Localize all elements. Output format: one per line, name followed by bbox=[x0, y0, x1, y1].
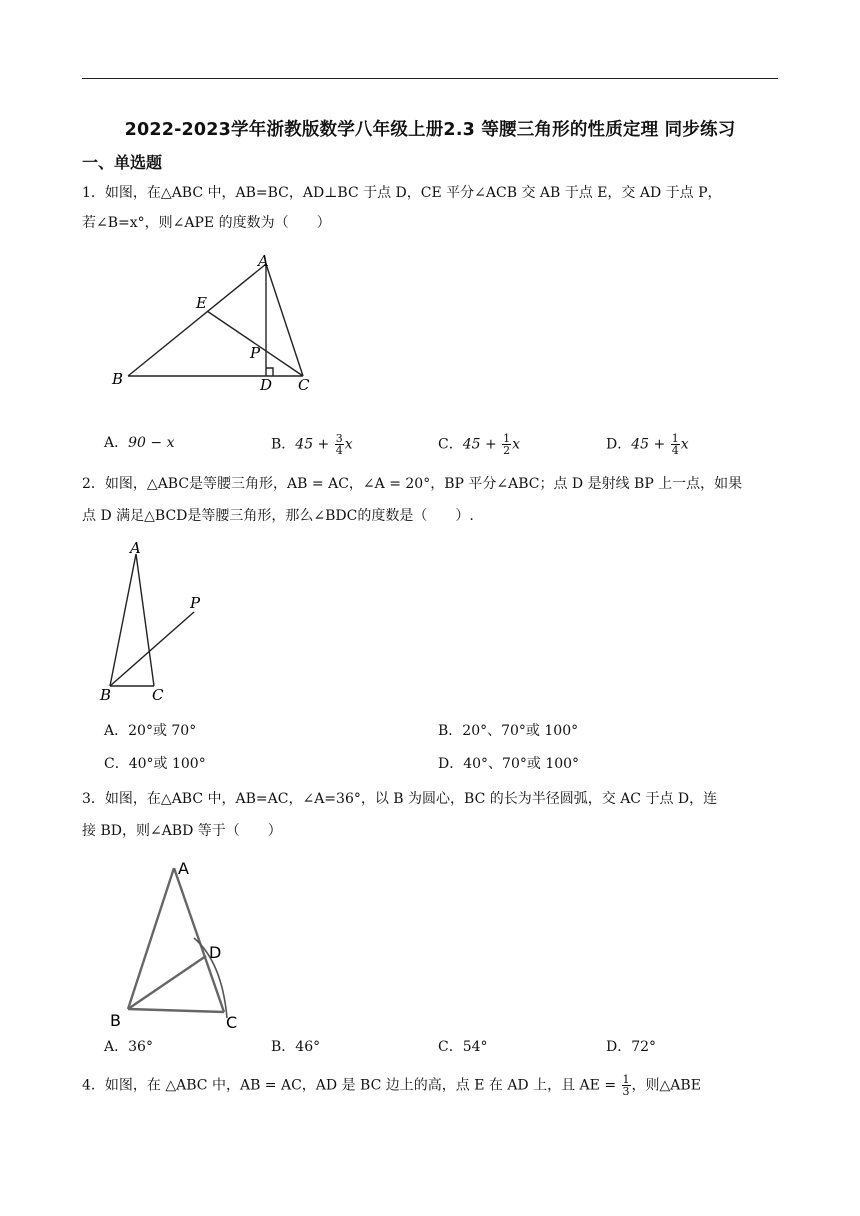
question-2-line-1 bbox=[82, 474, 742, 494]
question-text-tail: ，则△ABE bbox=[631, 1077, 701, 1094]
figure-label-c: C bbox=[152, 686, 164, 704]
question-3-figure bbox=[100, 852, 260, 1032]
fraction: $\frac{1}{3}$ bbox=[622, 1073, 630, 1098]
figure-label-a: A bbox=[258, 252, 269, 270]
figure-label-p: P bbox=[190, 594, 201, 612]
question-3-line-1 bbox=[82, 789, 717, 809]
figure-label-d: D bbox=[209, 943, 222, 962]
option-3a[interactable]: A．36° bbox=[104, 1039, 153, 1055]
question-text: 如图，在△ABC 中，AB=AC，∠A=36°，以 B 为圆心，BC 的长为半径圆弧，交 AC 于点 D，连 bbox=[104, 791, 718, 807]
option-3b[interactable]: B．46° bbox=[271, 1039, 321, 1055]
figure-label-a: A bbox=[178, 859, 189, 878]
option-2c[interactable]: C．40°或 100° bbox=[104, 756, 206, 772]
question-text: 如图，在 △ABC 中，AB = AC，AD 是 BC 边上的高，点 E 在 AD 上，且 AE = bbox=[104, 1077, 621, 1094]
figure-label-c: C bbox=[226, 1013, 238, 1032]
question-2-line-2: 点 D 满足△BCD是等腰三角形，那么∠BDC的度数是（ ）. bbox=[82, 508, 474, 524]
option-1c[interactable]: C．45 + $\frac{1}{2}$ x bbox=[438, 432, 521, 457]
figure-label-d: D bbox=[260, 376, 273, 394]
question-number: 3． bbox=[82, 791, 105, 807]
question-1-line-2: 若∠B=x°，则∠APE 的度数为（ ） bbox=[82, 215, 331, 231]
fraction: $\frac{3}{4}$ bbox=[335, 432, 343, 457]
header-rule bbox=[82, 78, 778, 79]
figure-label-a: A bbox=[130, 539, 141, 557]
question-1-line-1 bbox=[82, 183, 722, 203]
option-3d[interactable]: D．72° bbox=[606, 1039, 657, 1055]
section-heading: 一、单选题 bbox=[82, 153, 163, 172]
option-2a[interactable]: A．20°或 70° bbox=[104, 723, 197, 739]
question-3-line-2: 接 BD，则∠ABD 等于（ ） bbox=[82, 823, 282, 839]
question-2-figure bbox=[96, 538, 226, 708]
option-1a[interactable]: A．90 − x bbox=[104, 435, 175, 451]
figure-label-c: C bbox=[298, 376, 310, 394]
option-1d[interactable]: D．45 + $\frac{1}{4}$ x bbox=[606, 432, 689, 457]
fraction: $\frac{1}{2}$ bbox=[503, 432, 511, 457]
page-title: 2022-2023学年浙教版数学八年级上册2.3 等腰三角形的性质定理 同步练习 bbox=[124, 120, 736, 140]
figure-label-b: B bbox=[100, 686, 112, 704]
figure-label-p: P bbox=[250, 344, 261, 362]
option-2d[interactable]: D．40°、70°或 100° bbox=[438, 756, 580, 772]
figure-label-b: B bbox=[112, 370, 124, 388]
option-3c[interactable]: C．54° bbox=[438, 1039, 488, 1055]
question-text: 如图，在△ABC 中，AB=BC，AD⊥BC 于点 D，CE 平分∠ACB 交 AB 于点 E，交 AD 于点 P， bbox=[104, 185, 722, 201]
question-number: 4． bbox=[82, 1077, 105, 1094]
question-1-figure bbox=[100, 248, 340, 408]
question-number: 2． bbox=[82, 476, 105, 492]
question-number: 1． bbox=[82, 185, 105, 201]
fraction: $\frac{1}{4}$ bbox=[671, 432, 679, 457]
question-text: 如图，△ABC是等腰三角形，AB = AC，∠A = 20°，BP 平分∠ABC；点 D 是射线 BP 上一点，如果 bbox=[104, 476, 743, 492]
option-2b[interactable]: B．20°、70°或 100° bbox=[438, 723, 579, 739]
figure-label-e: E bbox=[196, 294, 207, 312]
figure-label-b: B bbox=[110, 1011, 121, 1030]
option-1b[interactable]: B．45 + $\frac{3}{4}$ x bbox=[271, 432, 353, 457]
question-4-line-1 bbox=[82, 1074, 701, 1097]
